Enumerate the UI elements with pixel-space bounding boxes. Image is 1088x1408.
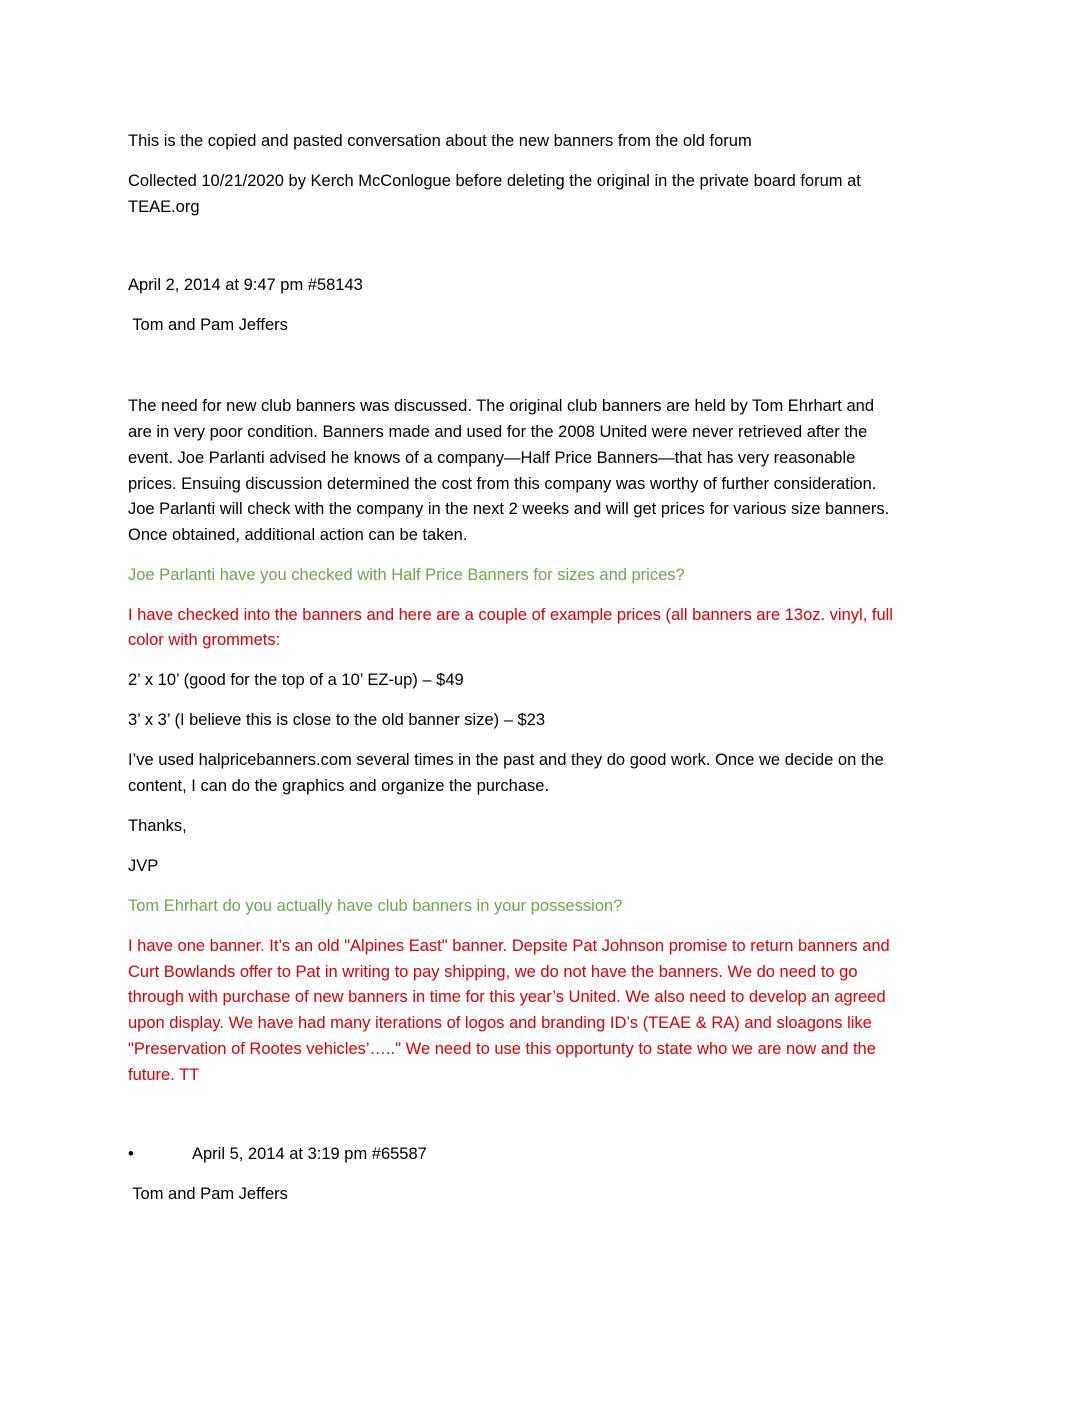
post1-body-line: Joe Parlanti will check with the company in the next 2 weeks and will get prices for various size banners. — [128, 500, 890, 518]
post2-timestamp: April 5, 2014 at 3:19 pm #65587 — [192, 1145, 427, 1163]
reply-joe-line: color with grommets: — [128, 631, 281, 649]
intro-line-2b: TEAE.org — [128, 198, 200, 216]
intro-line-2a: Collected 10/21/2020 by Kerch McConlogue before deleting the original in the private board forum at — [128, 172, 861, 190]
post1-body-line: Once obtained, additional action can be taken. — [128, 526, 468, 544]
thanks-text: Thanks, — [128, 817, 187, 835]
price-line-2: 3’ x 3’ (I believe this is close to the old banner size) – $23 — [128, 711, 546, 729]
post1-body-line: are in very poor condition. Banners made and used for the 2008 United were never retrieved after the — [128, 423, 868, 441]
bullet-icon: • — [128, 1145, 134, 1163]
post1-body-line: event. Joe Parlanti advised he knows of a company—Half Price Banners—that has very reasonable — [128, 449, 856, 467]
price-line-1: 2’ x 10’ (good for the top of a 10’ EZ-up) – $49 — [128, 671, 464, 689]
post1-body-line: prices. Ensuing discussion determined the cost from this company was worthy of further consideration. — [128, 475, 877, 493]
post1-timestamp: April 2, 2014 at 9:47 pm #58143 — [128, 276, 363, 294]
post2-author: Tom and Pam Jeffers — [128, 1185, 288, 1203]
post1-body-line: The need for new club banners was discussed. The original club banners are held by Tom Ehrhart and — [128, 397, 874, 415]
note-line: I’ve used halpricebanners.com several times in the past and they do good work. Once we decide on the — [128, 751, 884, 769]
reply-tom-line: upon display. We have had many iterations of logos and branding ID’s (TEAE & RA) and sloagons like — [128, 1014, 872, 1032]
reply-joe-line: I have checked into the banners and here are a couple of example prices (all banners are 13oz. vinyl, full — [128, 606, 893, 624]
question-joe: Joe Parlanti have you checked with Half Price Banners for sizes and prices? — [128, 566, 685, 584]
question-tom: Tom Ehrhart do you actually have club banners in your possession? — [128, 897, 623, 915]
reply-tom-line: future. TT — [128, 1066, 200, 1084]
post1-author: Tom and Pam Jeffers — [128, 316, 288, 334]
reply-tom-line: through with purchase of new banners in time for this year’s United. We also need to develop an agreed — [128, 988, 886, 1006]
reply-tom-line: Curt Bowlands offer to Pat in writing to pay shipping, we do not have the banners. We do need to go — [128, 963, 858, 981]
reply-tom-line: "Preservation of Rootes vehicles’….." We need to use this opportunty to state who we are now and the — [128, 1040, 876, 1058]
reply-tom-line: I have one banner. It’s an old "Alpines East" banner. Depsite Pat Johnson promise to return banners and — [128, 937, 890, 955]
intro-line-1: This is the copied and pasted conversation about the new banners from the old forum — [128, 132, 752, 150]
note-line: content, I can do the graphics and organize the purchase. — [128, 777, 550, 795]
signature-text: JVP — [128, 857, 159, 875]
